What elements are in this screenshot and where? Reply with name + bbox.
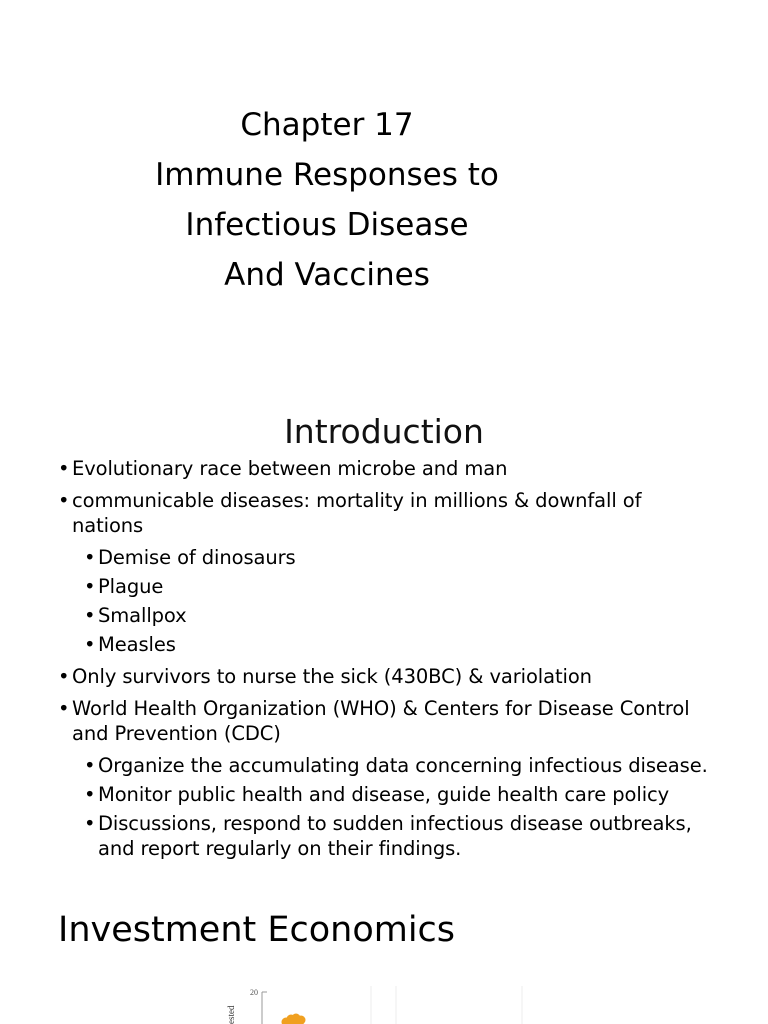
data-points [282,1014,306,1024]
sub-bullet-item: • Demise of dinosaurs [58,545,718,570]
bullet-item: • Evolutionary race between microbe and man [58,456,718,481]
chart-thumbnail-svg [224,984,524,1024]
sub-bullet-list [58,753,718,861]
title-line: Chapter 17 [240,107,414,143]
y-axis-label: ested [226,1005,236,1024]
sub-bullet-item: • Organize the accumulating data concerning infectious disease. [58,753,718,778]
sub-bullet-item: • Plague [58,574,718,599]
sub-bullet-list [58,545,718,657]
sub-bullet-item: • Monitor public health and disease, guide health care policy [58,782,718,807]
chapter-title [0,100,654,300]
bullet-item: • Only survivors to nurse the sick (430BC) & variolation [58,664,718,689]
sub-bullet-item: • Smallpox [58,603,718,628]
introduction-bullet-list [58,456,718,868]
title-line: And Vaccines [224,257,430,293]
investment-economics-heading: Investment Economics [58,910,456,950]
chart-thumbnail [224,984,524,1024]
bullet-item: • World Health Organization (WHO) & Centers for Disease Control and Prevention (CDC) [58,696,718,746]
introduction-heading: Introduction [284,412,484,446]
sub-bullet-item: • Measles [58,632,718,657]
y-tick-label: 20 [250,988,258,997]
title-line: Infectious Disease [185,207,469,243]
bullet-item: • communicable diseases: mortality in millions & downfall of nations [58,488,718,538]
sub-bullet-item: • Discussions, respond to sudden infectious disease outbreaks, and report regularly on their findings. [58,811,718,861]
title-line: Immune Responses to [155,157,499,193]
